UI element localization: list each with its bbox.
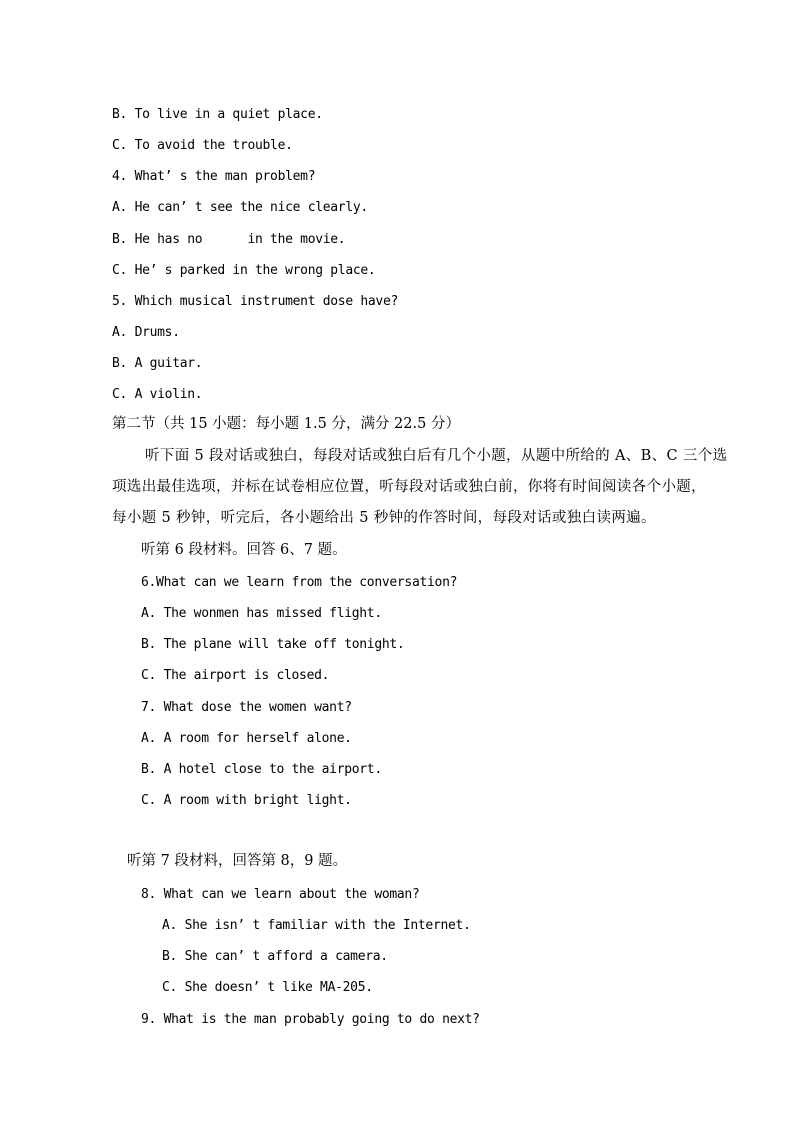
question-line: 7. What dose the women want? [141,700,352,715]
instructions-line: 项选出最佳选项，并标在试卷相应位置，听每段对话或独白前，你将有时间阅读各个小题， [112,479,706,495]
question-line: 6.What can we learn from the conversation? [141,575,458,590]
option-line: B. A hotel close to the airport. [141,762,382,777]
option-line: A. The wonmen has missed flight. [141,606,382,621]
option-line: A. She isn’ t familiar with the Internet. [162,918,471,933]
option-line: A. Drums. [112,325,180,340]
option-line: B. The plane will take off tonight. [141,637,405,652]
option-line: B. To live in a quiet place. [112,107,323,122]
option-line: B. A guitar. [112,356,203,371]
instructions-line: 每小题 5 秒钟，听完后，各小题给出 5 秒钟的作答时间，每段对话或独白读两遍。 [112,510,656,526]
option-line: C. A room with bright light. [141,793,352,808]
section-heading: 第二节（共 15 小题：每小题 1.5 分，满分 22.5 分） [112,416,460,432]
option-line: C. The airport is closed. [141,668,330,683]
option-line: C. She doesn’ t like MA-205. [162,980,373,995]
option-line: C. He’ s parked in the wrong place. [112,263,376,278]
option-line: B. He has no in the movie. [112,232,346,247]
material-heading: 听第 7 段材料，回答第 8，9 题。 [127,853,348,869]
option-line: C. A violin. [112,387,203,402]
instructions-line: 听下面 5 段对话或独白，每段对话或独白后有几个小题，从题中所给的 A、B、C 三个选 [145,448,728,464]
option-line: A. He can’ t see the nice clearly. [112,200,368,215]
option-line: B. She can’ t afford a camera. [162,949,388,964]
question-line: 4. What’ s the man problem? [112,169,316,184]
question-line: 8. What can we learn about the woman? [141,887,420,902]
material-heading: 听第 6 段材料。回答 6、7 题。 [141,542,347,558]
option-line: C. To avoid the trouble. [112,138,293,153]
question-line: 9. What is the man probably going to do next? [141,1012,480,1027]
option-line: A. A room for herself alone. [141,731,352,746]
question-line: 5. Which musical instrument dose have? [112,294,399,309]
